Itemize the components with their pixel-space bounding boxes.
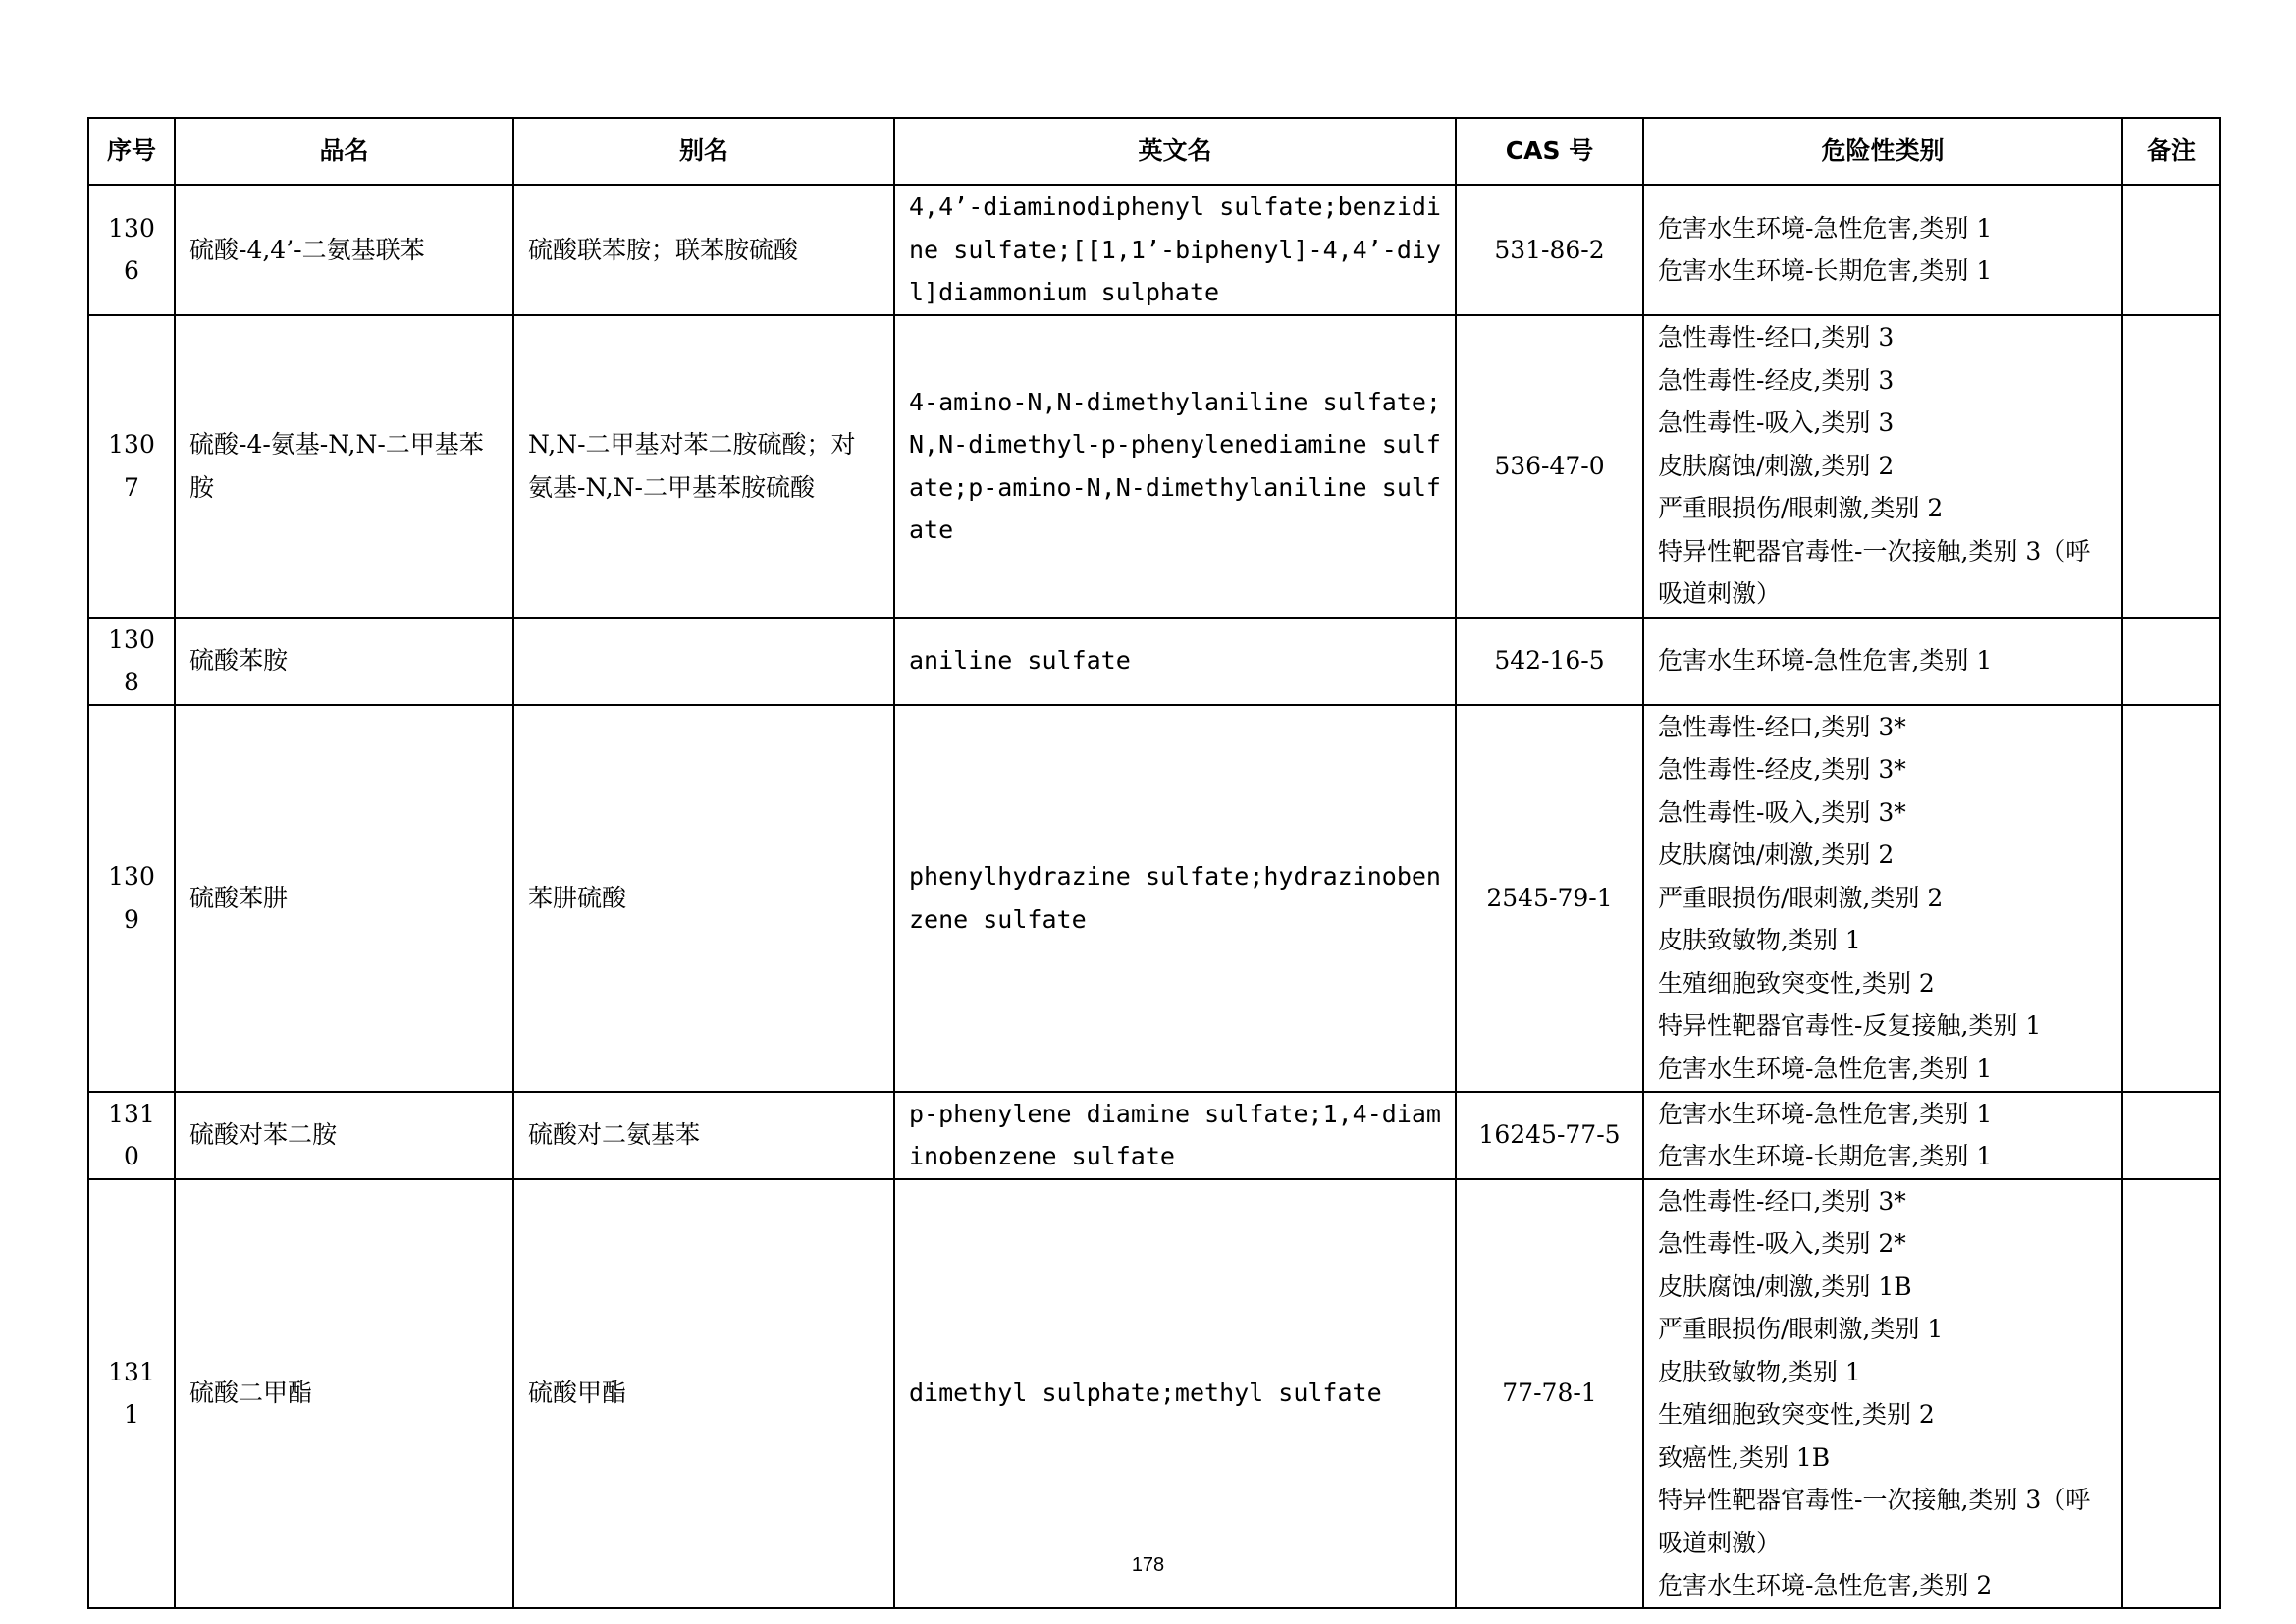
hazard-line: 危害水生环境-长期危害,类别 1: [1658, 1142, 1993, 1170]
table-row: [88, 315, 2220, 618]
cell-english-name: phenylhydrazine sulfate;hydrazinobenzene sulfate: [894, 705, 1456, 1092]
cell-note: [2122, 618, 2220, 705]
table-header: [88, 118, 2220, 185]
cell-hazard-class: [1643, 618, 2122, 705]
cell-name: 硫酸-4-氨基-N,N-二甲基苯胺: [175, 315, 513, 618]
cell-hazard-class: [1643, 1179, 2122, 1608]
table-row: [88, 618, 2220, 705]
hazard-line: 严重眼损伤/眼刺激,类别 1: [1658, 1315, 1944, 1343]
cell-name: 硫酸苯肼: [175, 705, 513, 1092]
chemical-catalog-table: [87, 117, 2221, 1609]
hazard-line: 急性毒性-经皮,类别 3: [1658, 365, 1895, 395]
hazard-line: 生殖细胞致突变性,类别 2: [1658, 1400, 1935, 1429]
cell-english-name: aniline sulfate: [894, 618, 1456, 705]
cell-seq: 1310: [88, 1092, 175, 1179]
hazard-line: 皮肤致敏物,类别 1: [1658, 1357, 1861, 1386]
hazard-line: 急性毒性-经口,类别 3*: [1658, 712, 1906, 741]
table-row: [88, 1179, 2220, 1608]
header-cas-number: CAS 号: [1456, 118, 1643, 185]
hazard-line: 严重眼损伤/眼刺激,类别 2: [1658, 494, 1944, 523]
cell-cas-number: 77-78-1: [1456, 1179, 1643, 1608]
cell-alias: [513, 618, 894, 705]
hazard-line: 急性毒性-吸入,类别 3: [1658, 408, 1895, 438]
cell-name: 硫酸-4,4’-二氨基联苯: [175, 185, 513, 315]
cell-note: [2122, 185, 2220, 315]
cell-hazard-class: [1643, 185, 2122, 315]
hazard-line: 危害水生环境-急性危害,类别 1: [1658, 646, 1993, 676]
cell-note: [2122, 1092, 2220, 1179]
cell-hazard-class: [1643, 1092, 2122, 1179]
header-name: 品名: [175, 118, 513, 185]
hazard-line: 急性毒性-经口,类别 3: [1658, 323, 1895, 352]
cell-alias: N,N-二甲基对苯二胺硫酸；对氨基-N,N-二甲基苯胺硫酸: [513, 315, 894, 618]
hazard-line: 特异性靶器官毒性-一次接触,类别 3（呼吸道刺激）: [1658, 1486, 2091, 1557]
hazard-line: 危害水生环境-急性危害,类别 2: [1658, 1571, 1993, 1599]
hazard-line: 皮肤腐蚀/刺激,类别 2: [1658, 840, 1895, 870]
cell-seq: 1306: [88, 185, 175, 315]
cell-english-name: 4-amino-N,N-dimethylaniline sulfate;N,N-dimethyl-p-phenylenediamine sulfate;p-amino-N,N-dimethylaniline sulfate: [894, 315, 1456, 618]
header-note: 备注: [2122, 118, 2220, 185]
hazard-line: 急性毒性-经口,类别 3*: [1658, 1186, 1906, 1216]
table-body: [88, 185, 2220, 1608]
cell-cas-number: 536-47-0: [1456, 315, 1643, 618]
hazard-line: 危害水生环境-急性危害,类别 1: [1658, 1099, 1993, 1128]
cell-cas-number: 16245-77-5: [1456, 1092, 1643, 1179]
header-english-name: 英文名: [894, 118, 1456, 185]
hazard-line: 急性毒性-吸入,类别 2*: [1658, 1229, 1906, 1258]
cell-seq: 1307: [88, 315, 175, 618]
hazard-line: 特异性靶器官毒性-一次接触,类别 3（呼吸道刺激）: [1658, 536, 2091, 609]
hazard-line: 生殖细胞致突变性,类别 2: [1658, 968, 1935, 998]
table-row: [88, 1092, 2220, 1179]
cell-note: [2122, 1179, 2220, 1608]
cell-cas-number: 531-86-2: [1456, 185, 1643, 315]
hazard-line: 致癌性,类别 1B: [1658, 1442, 1831, 1472]
cell-cas-number: 542-16-5: [1456, 618, 1643, 705]
cell-hazard-class: [1643, 315, 2122, 618]
hazard-line: 危害水生环境-长期危害,类别 1: [1658, 256, 1993, 286]
hazard-line: 急性毒性-吸入,类别 3*: [1658, 797, 1906, 827]
header-alias: 别名: [513, 118, 894, 185]
cell-alias: 硫酸对二氨基苯: [513, 1092, 894, 1179]
cell-note: [2122, 315, 2220, 618]
cell-note: [2122, 705, 2220, 1092]
cell-name: 硫酸二甲酯: [175, 1179, 513, 1608]
cell-english-name: 4,4’-diaminodiphenyl sulfate;benzidine sulfate;[[1,1’-biphenyl]-4,4’-diyl]diammonium sulphate: [894, 185, 1456, 315]
header-seq: 序号: [88, 118, 175, 185]
cell-seq: 1309: [88, 705, 175, 1092]
hazard-line: 皮肤腐蚀/刺激,类别 2: [1658, 451, 1895, 480]
hazard-line: 危害水生环境-急性危害,类别 1: [1658, 213, 1993, 243]
page-number: 178: [1131, 1554, 1165, 1576]
cell-name: 硫酸对苯二胺: [175, 1092, 513, 1179]
hazard-line: 严重眼损伤/眼刺激,类别 2: [1658, 883, 1944, 912]
table-row: [88, 705, 2220, 1092]
hazard-line: 皮肤致敏物,类别 1: [1658, 926, 1861, 955]
cell-english-name: dimethyl sulphate;methyl sulfate: [894, 1179, 1456, 1608]
header-hazard-class: 危险性类别: [1643, 118, 2122, 185]
cell-alias: 苯肼硫酸: [513, 705, 894, 1092]
cell-english-name: p-phenylene diamine sulfate;1,4-diaminobenzene sulfate: [894, 1092, 1456, 1179]
cell-hazard-class: [1643, 705, 2122, 1092]
cell-name: 硫酸苯胺: [175, 618, 513, 705]
hazard-line: 皮肤腐蚀/刺激,类别 1B: [1658, 1272, 1912, 1301]
hazard-line: 危害水生环境-急性危害,类别 1: [1658, 1054, 1993, 1083]
cell-seq: 1311: [88, 1179, 175, 1608]
hazard-line: 急性毒性-经皮,类别 3*: [1658, 755, 1906, 785]
header-row: [88, 118, 2220, 185]
cell-seq: 1308: [88, 618, 175, 705]
cell-cas-number: 2545-79-1: [1456, 705, 1643, 1092]
cell-alias: 硫酸联苯胺；联苯胺硫酸: [513, 185, 894, 315]
table-row: [88, 185, 2220, 315]
cell-alias: 硫酸甲酯: [513, 1179, 894, 1608]
hazard-line: 特异性靶器官毒性-反复接触,类别 1: [1658, 1011, 2042, 1041]
